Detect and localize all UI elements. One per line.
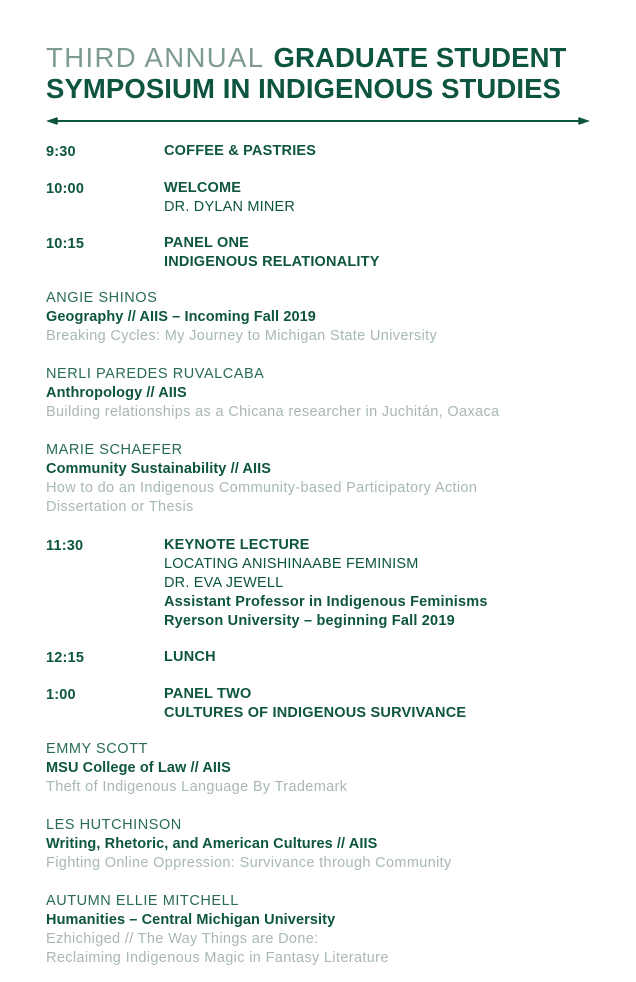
schedule-time: 1:00 — [46, 687, 76, 703]
schedule-entry — [164, 536, 590, 631]
presenter-talk-title: Breaking Cycles: My Journey to Michigan State University — [46, 328, 438, 344]
presenter-affiliation: Community Sustainability // AIIS — [46, 461, 272, 477]
presenter-block — [46, 441, 590, 517]
presenter-name: AUTUMN ELLIE MITCHELL — [46, 893, 239, 909]
schedule-entry-detail: DR. DYLAN MINER — [164, 199, 296, 215]
schedule-entry-title: LUNCH — [164, 649, 216, 665]
presenter-block — [46, 816, 590, 873]
title-main-part-1: GRADUATE STUDENT — [273, 42, 567, 73]
schedule-entry-detail: DR. EVA JEWELL — [164, 575, 284, 591]
schedule-mid — [46, 536, 590, 723]
presenter-name: LES HUTCHINSON — [46, 817, 182, 833]
presenter-affiliation: MSU College of Law // AIIS — [46, 760, 231, 776]
schedule-time: 10:00 — [46, 181, 85, 197]
schedule-entry-title: PANEL TWO — [164, 686, 252, 702]
presenter-affiliation: Anthropology // AIIS — [46, 385, 187, 401]
schedule-entry-detail: INDIGENOUS RELATIONALITY — [164, 254, 380, 270]
presenter-name: ANGIE SHINOS — [46, 290, 158, 306]
schedule-entry-title: COFFEE & PASTRIES — [164, 143, 317, 159]
schedule-row — [46, 234, 590, 272]
presenter-affiliation: Writing, Rhetoric, and American Cultures // AIIS — [46, 836, 378, 852]
schedule-entry — [164, 179, 590, 217]
double-arrow-divider — [46, 115, 590, 127]
schedule-row — [46, 648, 590, 668]
schedule-row — [46, 179, 590, 217]
schedule-time: 11:30 — [46, 538, 84, 554]
schedule-time: 10:15 — [46, 236, 85, 252]
schedule-entry — [164, 142, 590, 161]
schedule-entry-detail: Assistant Professor in Indigenous Feminisms — [164, 594, 488, 610]
schedule-row — [46, 536, 590, 631]
schedule-row — [46, 685, 590, 723]
presenter-talk-title: Dissertation or Thesis — [46, 499, 194, 515]
schedule-entry — [164, 648, 590, 667]
presenter-name: MARIE SCHAEFER — [46, 442, 183, 458]
schedule-entry-detail: LOCATING ANISHINAABE FEMINISM — [164, 556, 419, 572]
presenter-block — [46, 892, 590, 968]
schedule-entry-title: KEYNOTE LECTURE — [164, 537, 310, 553]
schedule-entry-detail: Ryerson University – beginning Fall 2019 — [164, 613, 455, 629]
schedule-entry-detail: CULTURES OF INDIGENOUS SURVIVANCE — [164, 705, 467, 721]
presenter-talk-title: Theft of Indigenous Language By Trademark — [46, 779, 348, 795]
schedule-time: 9:30 — [46, 144, 76, 160]
presenter-talk-title: Building relationships as a Chicana researcher in Juchitán, Oaxaca — [46, 404, 500, 420]
presenter-block — [46, 740, 590, 797]
schedule-entry-title: WELCOME — [164, 180, 242, 196]
presenter-name: EMMY SCOTT — [46, 741, 148, 757]
page-title-line-1 — [46, 42, 590, 73]
presenter-talk-title: How to do an Indigenous Community-based Participatory Action — [46, 480, 478, 496]
page-title-line-2: SYMPOSIUM IN INDIGENOUS STUDIES — [46, 73, 561, 104]
presenter-block — [46, 365, 590, 422]
presenter-affiliation: Humanities – Central Michigan University — [46, 912, 336, 928]
presenter-block — [46, 289, 590, 346]
presenter-talk-title: Ezhichiged // The Way Things are Done: — [46, 931, 319, 947]
schedule-entry — [164, 685, 590, 723]
panel-two-presenter-list — [46, 740, 590, 968]
presenter-talk-title: Reclaiming Indigenous Magic in Fantasy Literature — [46, 950, 389, 966]
schedule-entry-title: PANEL ONE — [164, 235, 250, 251]
presenter-talk-title: Fighting Online Oppression: Survivance through Community — [46, 855, 452, 871]
poster-header — [46, 0, 590, 104]
schedule-top — [46, 142, 590, 272]
schedule-row — [46, 142, 590, 162]
panel-one-presenter-list — [46, 289, 590, 517]
presenter-affiliation: Geography // AIIS – Incoming Fall 2019 — [46, 309, 316, 325]
schedule-time: 12:15 — [46, 650, 85, 666]
presenter-name: NERLI PAREDES RUVALCABA — [46, 366, 265, 382]
schedule-entry — [164, 234, 590, 272]
title-eyebrow: THIRD ANNUAL — [46, 42, 265, 73]
